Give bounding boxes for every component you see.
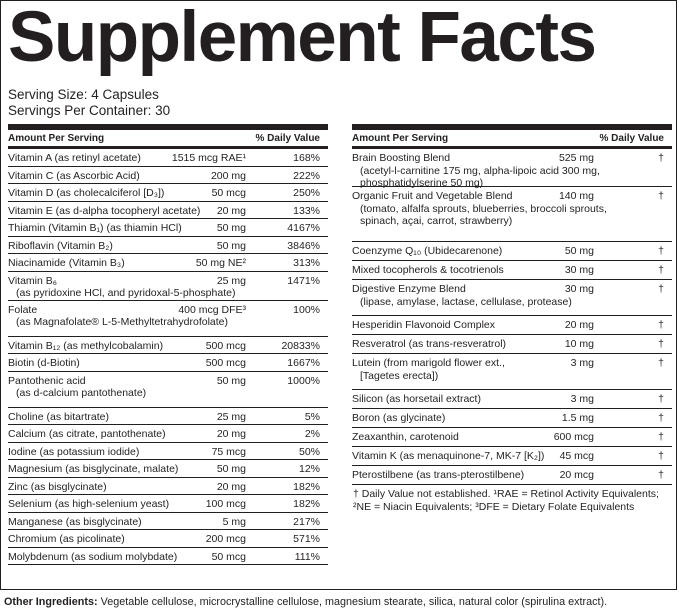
right-table-row	[352, 187, 672, 242]
right-row-name: Lutein (from marigold flower ext.,	[352, 357, 505, 369]
left-table-row	[8, 495, 328, 513]
servings-per-container: Servings Per Container: 30	[8, 103, 171, 118]
right-table-row	[352, 466, 672, 485]
left-table-row	[8, 460, 328, 478]
left-row-name: Folate	[8, 303, 38, 316]
right-row-sub2: phosphatidylserine 50 mg)	[360, 177, 484, 189]
right-table-row	[352, 280, 672, 316]
right-rows	[352, 149, 672, 485]
left-row-name: Selenium (as high-selenium yeast)	[8, 498, 170, 510]
right-row-name: Resveratrol (as trans-resveratrol)	[352, 338, 507, 350]
left-row-dv: 1000%	[287, 374, 320, 387]
left-row-name: Vitamin B₁₂ (as methylcobalamin)	[8, 339, 164, 352]
left-row-amount: 1515 mcg RAE¹	[171, 152, 246, 164]
left-table-row	[8, 425, 328, 443]
right-row-dv: †	[658, 469, 664, 481]
right-row-dv: †	[658, 190, 664, 202]
left-table-header	[8, 124, 328, 149]
left-row-sub: (as d-calcium pantothenate)	[16, 387, 147, 399]
left-row-dv: 222%	[293, 169, 320, 182]
left-row-dv: 133%	[293, 204, 320, 217]
left-row-name: Thiamin (Vitamin B₁) (as thiamin HCl)	[8, 222, 182, 234]
right-row-sub2: spinach, açai, carrot, strawberry)	[360, 215, 513, 227]
other-ingredients	[4, 596, 607, 608]
left-row-dv: 20833%	[281, 339, 320, 352]
left-row-dv: 100%	[293, 303, 320, 316]
left-table-row	[8, 548, 328, 566]
left-row-dv: 50%	[298, 445, 320, 458]
left-table-row	[8, 167, 328, 185]
left-row-amount: 50 mg	[216, 463, 246, 475]
left-row-amount: 25 mg	[216, 274, 246, 287]
left-row-name: Choline (as bitartrate)	[8, 410, 109, 423]
right-row-sub: (lipase, amylase, lactase, cellulase, protease)	[360, 295, 572, 308]
right-table-row	[352, 261, 672, 280]
right-row-name: Organic Fruit and Vegetable Blend	[352, 190, 513, 202]
right-row-dv: †	[658, 338, 664, 350]
left-row-name: Chromium (as picolinate)	[8, 533, 125, 545]
left-table-row	[8, 354, 328, 372]
right-row-dv: †	[658, 393, 664, 405]
left-row-name: Niacinamide (Vitamin B₃)	[8, 257, 125, 269]
left-table-row	[8, 530, 328, 548]
left-nutrient-table	[8, 124, 328, 565]
other-ingredients-text: Vegetable cellulose, microcrystalline cellulose, magnesium stearate, silica, natural color (spirulina extract).	[97, 596, 608, 608]
left-rows	[8, 149, 328, 565]
left-table-row	[8, 254, 328, 272]
right-row-name: Hesperidin Flavonoid Complex	[352, 319, 495, 331]
right-row-dv: †	[658, 319, 664, 331]
right-table-row	[352, 447, 672, 466]
left-row-dv: 182%	[293, 498, 320, 510]
left-row-dv: 250%	[293, 187, 320, 199]
left-row-dv: 5%	[304, 410, 320, 423]
right-row-amount: 1.5 mg	[561, 412, 594, 424]
right-row-sub: [Tagetes erecta])	[360, 369, 439, 382]
left-row-amount: 500 mcg	[205, 357, 246, 369]
left-row-dv: 2%	[304, 428, 320, 440]
right-row-name: Coenzyme Q₁₀ (Ubidecarenone)	[352, 245, 503, 257]
right-header-dv: % Daily Value	[599, 133, 664, 144]
left-row-name: Vitamin C (as Ascorbic Acid)	[8, 169, 140, 182]
right-table-row	[352, 316, 672, 335]
left-table-row	[8, 184, 328, 202]
right-table-row	[352, 428, 672, 447]
left-row-dv: 1471%	[287, 274, 320, 287]
left-table-row	[8, 337, 328, 355]
right-row-dv: †	[658, 431, 664, 443]
right-row-amount: 140 mg	[558, 190, 594, 202]
left-table-row	[8, 202, 328, 220]
left-table-row	[8, 237, 328, 255]
right-row-sub: (tomato, alfalfa sprouts, blueberries, broccoli sprouts,	[360, 202, 607, 215]
left-row-name: Riboflavin (Vitamin B₂)	[8, 239, 113, 252]
left-row-dv: 3846%	[287, 239, 320, 252]
left-row-dv: 168%	[293, 152, 320, 164]
left-table-row	[8, 272, 328, 301]
left-row-dv: 571%	[293, 533, 320, 545]
left-row-name: Magnesium (as bisglycinate, malate)	[8, 463, 179, 475]
left-row-name: Vitamin A (as retinyl acetate)	[8, 152, 141, 164]
left-row-amount: 20 mg	[216, 480, 246, 493]
other-ingredients-label: Other Ingredients:	[4, 596, 98, 608]
footnote: † Daily Value not established. ¹RAE = Retinol Activity Equivalents; ²NE = Niacin Equivalents; ³DFE = Dietary Folate Equivalents	[353, 488, 659, 513]
right-row-sub: (acetyl-l-carnitine 175 mg, alpha-lipoic acid 300 mg,	[360, 164, 600, 177]
right-row-amount: 3 mg	[570, 393, 594, 405]
left-row-amount: 75 mcg	[211, 445, 246, 458]
right-table-header	[352, 124, 672, 149]
left-table-row	[8, 513, 328, 531]
left-row-amount: 200 mg	[210, 169, 246, 182]
right-row-amount: 3 mg	[570, 357, 594, 369]
left-table-row	[8, 301, 328, 337]
left-row-name: Vitamin E (as d-alpha tocopheryl acetate)	[8, 204, 201, 217]
left-row-amount: 100 mcg	[205, 498, 246, 510]
right-row-dv: †	[658, 152, 664, 164]
left-row-amount: 50 mg	[216, 374, 246, 387]
left-table-row	[8, 408, 328, 426]
right-row-amount: 525 mg	[558, 152, 594, 164]
right-table-row	[352, 149, 672, 187]
left-row-name: Vitamin D (as cholecalciferol [D₃])	[8, 187, 165, 199]
left-row-name: Molybdenum (as sodium molybdate)	[8, 550, 178, 563]
left-header-dv: % Daily Value	[255, 133, 320, 144]
right-row-amount: 600 mcg	[553, 431, 594, 443]
left-row-amount: 50 mg NE²	[195, 257, 246, 269]
left-row-amount: 50 mg	[216, 222, 246, 234]
left-row-dv: 182%	[293, 480, 320, 493]
right-table-row	[352, 409, 672, 428]
panel-title: Supplement Facts	[8, 0, 596, 77]
right-row-dv: †	[658, 450, 664, 462]
right-row-amount: 45 mcg	[559, 450, 594, 462]
right-row-dv: †	[658, 264, 664, 276]
left-row-amount: 25 mg	[216, 410, 246, 423]
right-table-row	[352, 242, 672, 261]
right-row-amount: 50 mg	[564, 245, 594, 257]
right-row-amount: 20 mcg	[559, 469, 594, 481]
right-table-row	[352, 354, 672, 390]
left-row-name: Pantothenic acid	[8, 374, 86, 387]
left-row-name: Calcium (as citrate, pantothenate)	[8, 428, 166, 440]
left-row-dv: 1667%	[287, 357, 320, 369]
right-row-amount: 30 mg	[564, 264, 594, 276]
left-row-amount: 5 mg	[222, 515, 246, 528]
left-table-row	[8, 478, 328, 496]
left-row-sub: (as pyridoxine HCl, and pyridoxal-5-phosphate)	[16, 287, 236, 299]
right-row-dv: †	[658, 357, 664, 369]
right-header-amount: Amount Per Serving	[352, 133, 449, 144]
right-row-dv: †	[658, 283, 664, 295]
serving-size: Serving Size: 4 Capsules	[8, 87, 159, 102]
right-row-dv: †	[658, 245, 664, 257]
right-table-row	[352, 335, 672, 354]
right-row-name: Boron (as glycinate)	[352, 412, 446, 424]
left-row-dv: 4167%	[287, 222, 320, 234]
left-row-amount: 50 mcg	[211, 550, 246, 563]
right-row-amount: 10 mg	[564, 338, 594, 350]
left-row-amount: 500 mcg	[205, 339, 246, 352]
left-row-dv: 313%	[293, 257, 320, 269]
left-row-name: Zinc (as bisglycinate)	[8, 480, 107, 493]
left-header-amount: Amount Per Serving	[8, 133, 105, 144]
left-table-row	[8, 149, 328, 167]
right-row-name: Digestive Enzyme Blend	[352, 283, 466, 295]
left-row-dv: 111%	[294, 550, 320, 563]
right-row-name: Vitamin K (as menaquinone-7, MK-7 [K₂])	[352, 450, 545, 462]
left-row-name: Biotin (d-Biotin)	[8, 357, 80, 369]
left-row-name: Vitamin B₆	[8, 274, 57, 287]
right-row-name: Silicon (as horsetail extract)	[352, 393, 481, 405]
right-row-amount: 20 mg	[564, 319, 594, 331]
left-row-amount: 20 mg	[216, 428, 246, 440]
left-row-amount: 20 mg	[216, 204, 246, 217]
left-row-name: Iodine (as potassium iodide)	[8, 445, 140, 458]
right-row-name: Brain Boosting Blend	[352, 152, 451, 164]
left-row-amount: 200 mcg	[205, 533, 246, 545]
left-row-name: Manganese (as bisglycinate)	[8, 515, 142, 528]
left-row-amount: 50 mcg	[211, 187, 246, 199]
right-row-amount: 30 mg	[564, 283, 594, 295]
right-row-dv: †	[658, 412, 664, 424]
right-row-name: Pterostilbene (as trans-pterostilbene)	[352, 469, 525, 481]
right-row-name: Zeaxanthin, carotenoid	[352, 431, 459, 443]
left-row-dv: 217%	[293, 515, 320, 528]
left-table-row	[8, 219, 328, 237]
left-row-sub: (as Magnafolate® L-5-Methyltetrahydrofolate)	[16, 316, 229, 328]
left-table-row	[8, 443, 328, 461]
right-nutrient-table	[352, 124, 672, 485]
left-row-amount: 50 mg	[216, 239, 246, 252]
right-row-name: Mixed tocopherols & tocotrienols	[352, 264, 504, 276]
left-table-row	[8, 372, 328, 408]
left-row-amount: 400 mcg DFE³	[178, 303, 246, 316]
left-row-dv: 12%	[298, 463, 320, 475]
right-table-row	[352, 390, 672, 409]
